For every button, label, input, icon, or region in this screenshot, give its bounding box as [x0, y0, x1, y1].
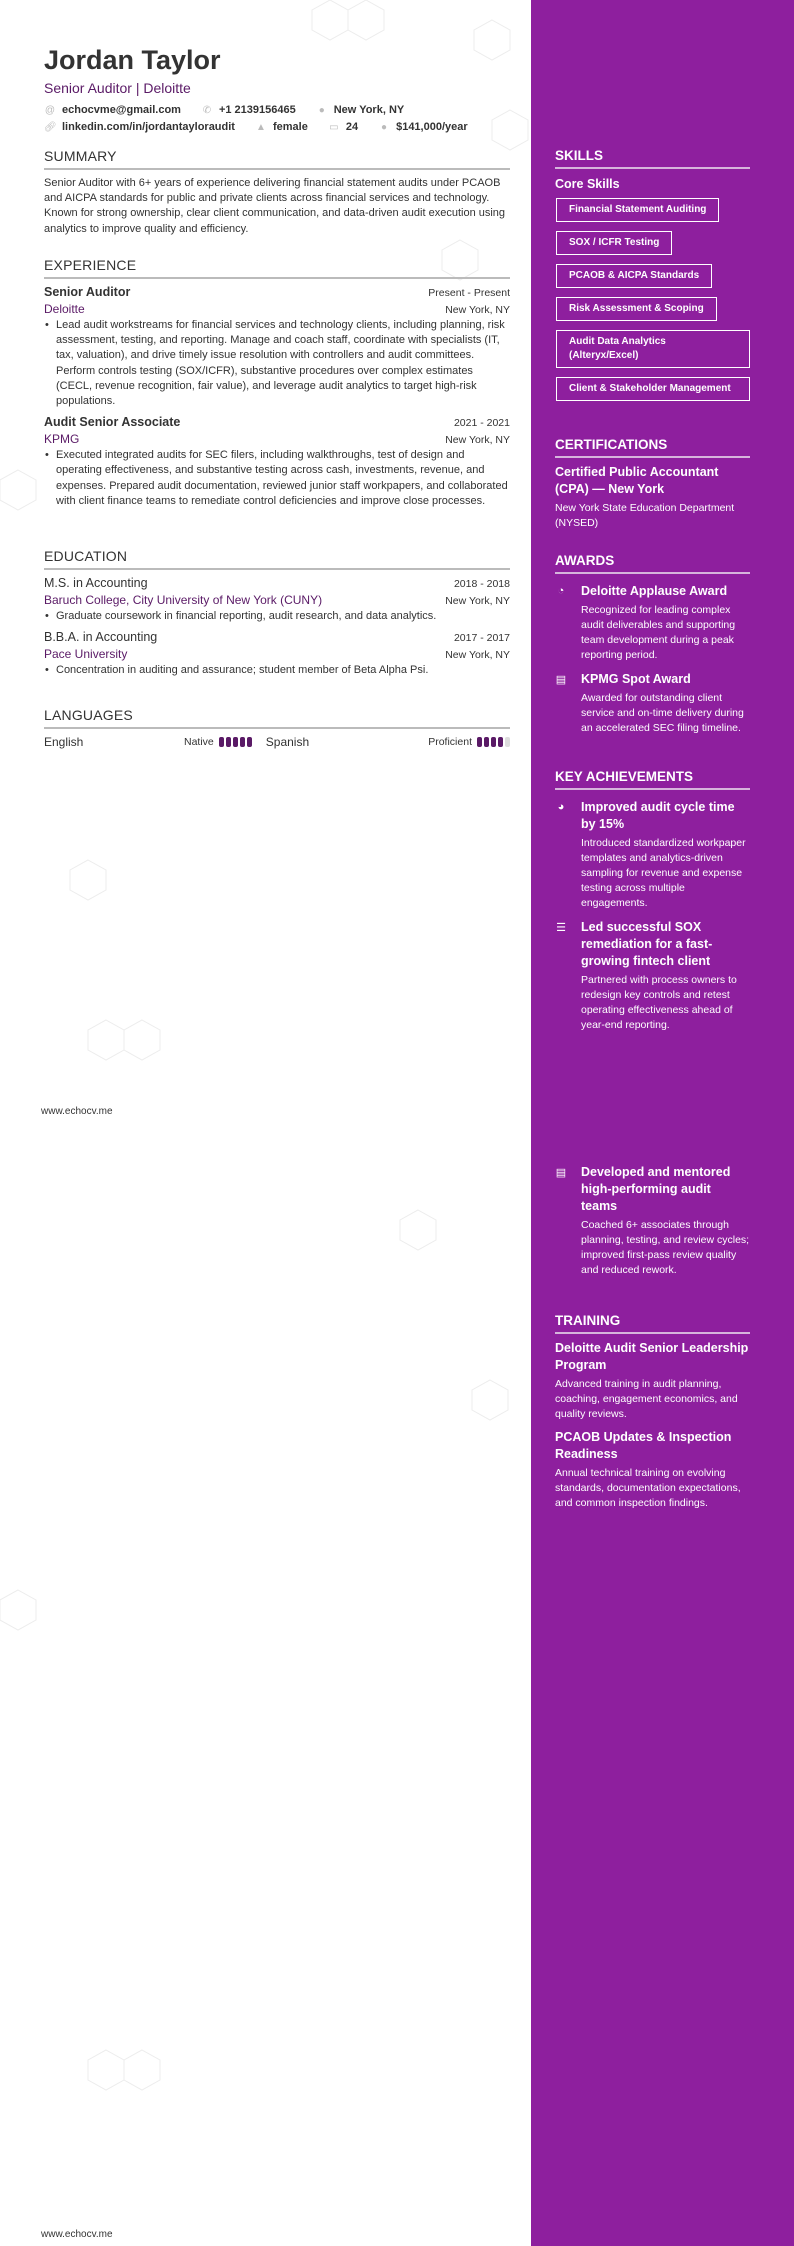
experience-section — [44, 257, 510, 509]
summary-text: Senior Auditor with 6+ years of experience delivering financial statement audits under PCAOB and AICPA standards for public and private clients across financial services and technology. Known for strong ownership, clear client communication, and data-driven audit execution using analytics to improve quality and efficiency. — [44, 177, 506, 235]
rating-dot — [247, 737, 252, 747]
list-icon: ☰ — [556, 922, 566, 934]
summary-section — [44, 148, 510, 237]
skill-tag: Risk Assessment & Scoping — [556, 297, 717, 321]
contact-row-2 — [44, 121, 510, 133]
awards-title: KPMG Spot Award — [581, 672, 691, 686]
rating-dot — [484, 737, 489, 747]
experience-item — [44, 415, 510, 509]
degree: B.B.A. in Accounting — [44, 630, 158, 645]
education-item — [44, 576, 510, 624]
linkedin[interactable]: linkedin.com/in/jordantayloraudit — [62, 121, 235, 133]
school: Baruch College, City University of New York (CUNY) — [44, 593, 323, 607]
footer-url[interactable]: www.echocv.me — [41, 1106, 113, 1117]
training-item — [555, 1429, 750, 1511]
awards-heading: AWARDS — [555, 553, 750, 574]
company: Deloitte — [44, 302, 85, 316]
company: KPMG — [44, 432, 80, 447]
candidate-name: Jordan Taylor — [44, 45, 221, 75]
candidate-title: Senior Auditor | Deloitte — [44, 80, 191, 96]
achievements-desc: Partnered with process owners to redesign key controls and retest operating effectiveness ahead of year-end reporting. — [581, 974, 737, 1031]
job-bullet: • Lead audit workstreams for financial services and technology clients, including planning, risk assessment, testing, and reporting. Manage and coach staff, coordinate with specialists (IT, tax, valuation), and drive timely issue resolution with controllers and audit committees. Perform controls testing (SOX/ICFR), substantive procedures over complex estimates (CECL, revenue recognition, fair value), and leverage audit analytics to target high-risk populations. — [44, 318, 510, 409]
achievements-desc: Coached 6+ associates through planning, testing, and review cycles; improved first-pass review quality and reduced rework. — [581, 1219, 750, 1276]
job-location: New York, NY — [445, 434, 510, 447]
awards-item — [555, 671, 750, 736]
job-dates: Present - Present — [428, 287, 510, 299]
phone-icon: ✆ — [202, 104, 212, 116]
achievements-body — [581, 919, 750, 1033]
contact-row-1 — [44, 104, 510, 116]
email[interactable]: echocvme@gmail.com — [62, 104, 181, 116]
awards-title: Deloitte Applause Award — [581, 584, 728, 598]
edu-bullet: • Concentration in auditing and assurance; student member of Beta Alpha Psi. — [44, 663, 510, 678]
footer-url[interactable]: www.echocv.me — [41, 2229, 113, 2240]
skill-tag: Financial Statement Auditing — [556, 198, 719, 222]
phone[interactable]: +1 2139156465 — [218, 104, 296, 116]
at-icon: @ — [44, 104, 56, 116]
job-location: New York, NY — [445, 304, 510, 316]
achievements-item — [555, 799, 750, 911]
awards-desc: Recognized for leading complex audit deliverables and supporting team development during a peak reporting period. — [581, 604, 736, 661]
location: New York, NY — [333, 104, 405, 116]
training-desc: Advanced training in audit planning, coaching, engagement economics, and quality reviews. — [555, 1378, 738, 1420]
education-section — [44, 548, 510, 678]
achievements-body — [581, 1164, 750, 1278]
language-level: Native — [184, 736, 214, 748]
awards-section — [555, 553, 750, 744]
edu-dates: 2018 - 2018 — [453, 578, 510, 590]
location-pin-icon: ● — [318, 104, 325, 116]
rating-dot — [505, 737, 510, 747]
achievements-heading: KEY ACHIEVEMENTS — [555, 769, 750, 790]
school: Pace University — [44, 647, 128, 662]
achievements-title: Developed and mentored high-performing audit teams — [581, 1165, 731, 1213]
training-title: PCAOB Updates & Inspection Readiness — [555, 1430, 732, 1461]
achievements-item — [555, 919, 750, 1033]
training-title: Deloitte Audit Senior Leadership Program — [555, 1341, 749, 1372]
language-name: Spanish — [265, 735, 310, 749]
skill-tag: PCAOB & AICPA Standards — [556, 264, 712, 288]
degree: M.S. in Accounting — [44, 576, 148, 590]
achievements-body — [581, 799, 750, 911]
person-icon: ▲ — [256, 121, 266, 133]
skill-tag: Audit Data Analytics (Alteryx/Excel) — [556, 330, 750, 368]
skills-group: Core Skills — [555, 177, 620, 191]
language-name: English — [44, 735, 84, 749]
training-section — [555, 1313, 750, 1511]
job-title: Senior Auditor — [44, 285, 131, 299]
skill-tag: Client & Stakeholder Management — [556, 377, 750, 401]
file-plus-icon: ▤ — [555, 674, 567, 686]
resume-header — [44, 44, 510, 133]
job-dates: 2021 - 2021 — [453, 417, 510, 430]
awards-desc: Awarded for outstanding client service and on-time delivery during an accelerated SEC filing timeline. — [581, 692, 744, 734]
awards-body — [581, 583, 750, 663]
edu-bullet: • Graduate coursework in financial reporting, audit research, and data analytics. — [44, 609, 510, 624]
training-heading: TRAINING — [555, 1313, 750, 1334]
file-dollar-icon: ▤ — [555, 1167, 567, 1179]
achievements-continued — [555, 1164, 750, 1286]
achievements-title: Improved audit cycle time by 15% — [581, 800, 735, 831]
experience-item — [44, 285, 510, 409]
training-desc: Annual technical training on evolving standards, documentation expectations, and common inspection findings. — [555, 1467, 741, 1509]
summary-heading: SUMMARY — [44, 148, 510, 170]
education-heading: EDUCATION — [44, 548, 510, 570]
experience-heading: EXPERIENCE — [44, 257, 510, 279]
job-bullet: • Executed integrated audits for SEC filers, including walkthroughs, test of design and operating effectiveness, and substantive testing across cash, investments, revenue, and expenses. Prepared audit documentation, reviewed junior staff workpapers, and collaborated with client finance teams to remediate control deficiencies and improve close processes. — [44, 448, 510, 509]
awards-item — [555, 583, 750, 663]
edu-dates: 2017 - 2017 — [453, 632, 510, 645]
clock-icon: ◔ — [557, 585, 565, 597]
education-item — [44, 630, 510, 678]
skill-tags — [555, 198, 750, 410]
language-rating — [219, 737, 252, 747]
awards-body — [581, 671, 750, 736]
edu-location: New York, NY — [445, 595, 510, 607]
language-level: Proficient — [428, 736, 472, 748]
money-icon: ● — [381, 121, 388, 133]
training-item — [555, 1340, 750, 1422]
gender: female — [272, 121, 308, 133]
languages-heading: LANGUAGES — [44, 707, 510, 729]
rating-dot — [226, 737, 231, 747]
rating-dot — [477, 737, 482, 747]
languages-row — [44, 735, 510, 749]
link-icon: 🔗︎ — [44, 121, 57, 133]
rating-dot — [491, 737, 496, 747]
skill-tag: SOX / ICFR Testing — [556, 231, 672, 255]
achievements-desc: Introduced standardized workpaper templates and analytics-driven sampling for revenue and expense testing across multiple engagements. — [581, 837, 746, 909]
rating-dot — [240, 737, 245, 747]
achievements-section — [555, 769, 750, 1041]
achievements-title: Led successful SOX remediation for a fast-growing fintech client — [581, 920, 713, 968]
certification-issuer: New York State Education Department (NYSED) — [555, 502, 735, 529]
age: 24 — [345, 121, 359, 133]
salary: $141,000/year — [396, 121, 468, 133]
language-rating — [477, 737, 510, 747]
rating-dot — [498, 737, 503, 747]
certifications-heading: CERTIFICATIONS — [555, 437, 750, 458]
skills-heading: SKILLS — [555, 148, 750, 169]
rating-dot — [219, 737, 224, 747]
certification-name: Certified Public Accountant (CPA) — New York — [555, 465, 719, 496]
edu-location: New York, NY — [445, 649, 510, 662]
pie-chart-icon: ◕ — [557, 801, 565, 813]
job-title: Audit Senior Associate — [44, 415, 181, 430]
languages-section — [44, 707, 510, 749]
skills-section — [555, 148, 750, 410]
rating-dot — [233, 737, 238, 747]
certifications-section — [555, 437, 750, 531]
achievements-item — [555, 1164, 750, 1278]
calendar-icon: ▭ — [329, 121, 339, 133]
